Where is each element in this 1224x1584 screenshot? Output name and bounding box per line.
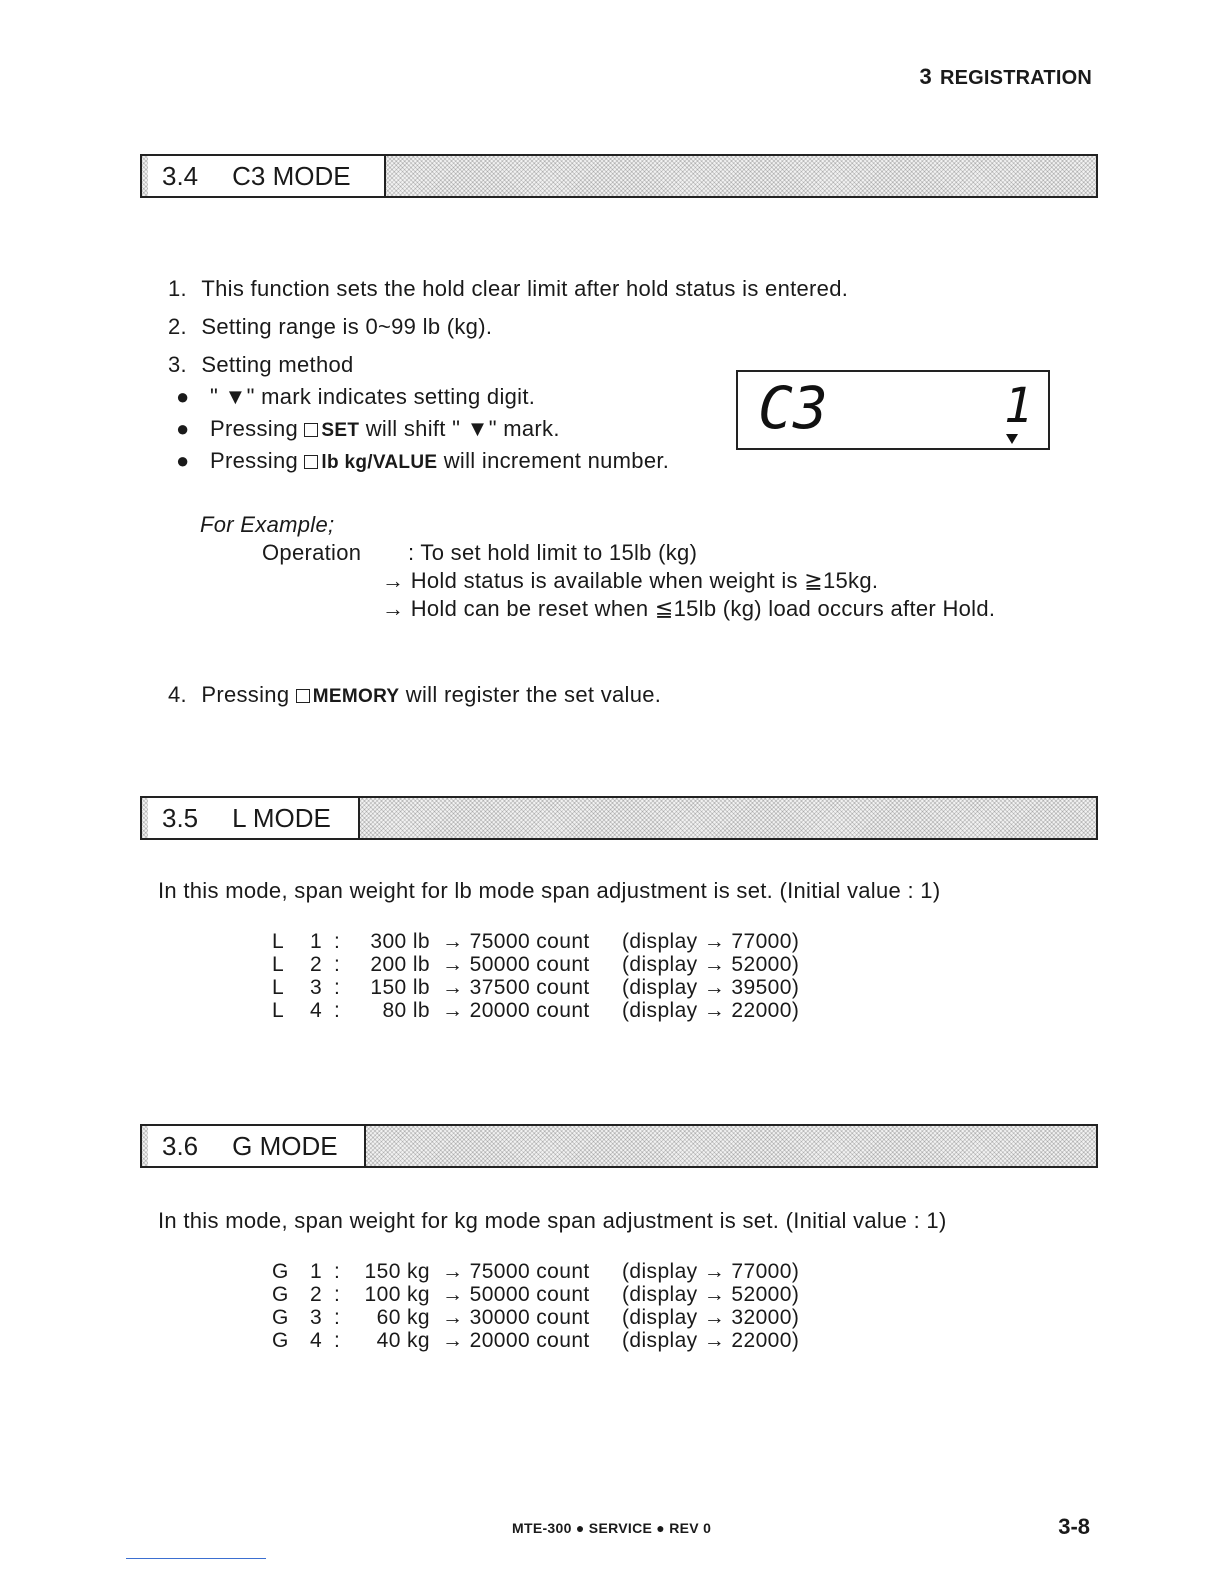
row-count: → 75000 count (442, 1260, 590, 1283)
bullet-item (176, 416, 560, 442)
row-code: G (272, 1329, 289, 1352)
row-weight: 100 kg (364, 1283, 430, 1306)
section-bar-g (140, 1124, 1098, 1168)
row-display: (display → 52000) (622, 953, 800, 976)
row-code: G (272, 1260, 289, 1283)
item-text: This function sets the hold clear limit after hold status is entered. (201, 276, 849, 301)
row-code: L (272, 999, 285, 1022)
row-count: → 75000 count (442, 930, 590, 953)
row-count: → 50000 count (442, 1283, 590, 1306)
row-colon: : (334, 930, 341, 953)
row-number: 3 (310, 1306, 323, 1329)
row-colon: : (334, 999, 341, 1022)
list-item (168, 314, 492, 340)
lcd-right-digit: 1 (1004, 378, 1033, 434)
list-item (168, 682, 661, 708)
row-weight: 150 kg (364, 1260, 430, 1283)
key-label: SET (321, 420, 360, 441)
row-count: → 30000 count (442, 1306, 590, 1329)
row-colon: : (334, 976, 341, 999)
row-code: L (272, 930, 285, 953)
row-weight: 80 lb (382, 999, 430, 1022)
row-count: → 37500 count (442, 976, 590, 999)
item-text: Setting method (201, 352, 354, 377)
row-weight: 150 lb (370, 976, 430, 999)
row-number: 4 (310, 1329, 323, 1352)
list-item (168, 276, 848, 302)
section-title: G MODE (232, 1130, 338, 1161)
item-number: 1. (168, 276, 187, 301)
digit-marker-icon (1006, 434, 1018, 444)
row-number: 3 (310, 976, 323, 999)
row-count: → 50000 count (442, 953, 590, 976)
row-weight: 60 kg (376, 1306, 430, 1329)
item-text: Pressing (201, 682, 296, 707)
bullet-text: will shift " ▼" mark. (359, 416, 560, 441)
row-display: (display → 22000) (622, 999, 800, 1022)
row-count: → 20000 count (442, 1329, 590, 1352)
bullet-icon: ● (176, 384, 190, 409)
bullet-icon: ● (176, 416, 190, 441)
row-colon: : (334, 953, 341, 976)
key-label: MEMORY (312, 686, 400, 707)
bullet-icon: ● (176, 448, 190, 473)
row-weight: 40 kg (376, 1329, 430, 1352)
row-display: (display → 32000) (622, 1306, 800, 1329)
item-text: Setting range is 0~99 lb (kg). (201, 314, 493, 339)
row-display: (display → 52000) (622, 1283, 800, 1306)
row-colon: : (334, 1329, 341, 1352)
section-bar-l (140, 796, 1098, 840)
chapter-number: 3 (919, 64, 932, 89)
key-box-icon (304, 455, 318, 469)
bullet-text: " ▼" mark indicates setting digit. (210, 384, 536, 409)
row-weight: 200 lb (370, 953, 430, 976)
key-box-icon (296, 689, 310, 703)
bullet-text: will increment number. (437, 448, 670, 473)
key-label: lb kg/VALUE (321, 452, 438, 473)
document-footer: MTE-300 ● SERVICE ● REV 0 (512, 1520, 712, 1536)
row-number: 4 (310, 999, 323, 1022)
row-display: (display → 77000) (622, 1260, 800, 1283)
item-number: 3. (168, 352, 187, 377)
chapter-title: REGISTRATION (939, 67, 1092, 89)
lcd-left-text: C3 (758, 374, 828, 442)
item-number: 2. (168, 314, 187, 339)
page-number: 3-8 (1058, 1514, 1090, 1539)
scan-artifact-line (126, 1558, 266, 1559)
l-mode-intro: In this mode, span weight for lb mode span adjustment is set. (Initial value : 1) (158, 878, 941, 903)
section-heading (148, 1126, 366, 1166)
lcd-display (736, 370, 1050, 450)
row-colon: : (334, 1260, 341, 1283)
list-item (168, 352, 354, 378)
example-arrow-line: → Hold can be reset when ≦15lb (kg) load occurs after Hold. (382, 596, 996, 621)
section-heading (148, 156, 386, 196)
row-colon: : (334, 1283, 341, 1306)
row-code: L (272, 953, 285, 976)
section-heading (148, 798, 360, 838)
row-code: L (272, 976, 285, 999)
section-number: 3.5 (162, 802, 199, 833)
row-number: 1 (310, 1260, 323, 1283)
bullet-item (176, 384, 535, 410)
section-number: 3.4 (162, 160, 199, 191)
item-text: will register the set value. (399, 682, 662, 707)
section-bar-c3 (140, 154, 1098, 198)
section-number: 3.6 (162, 1130, 199, 1161)
g-mode-intro: In this mode, span weight for kg mode span adjustment is set. (Initial value : 1) (158, 1208, 947, 1233)
row-code: G (272, 1283, 289, 1306)
row-display: (display → 22000) (622, 1329, 800, 1352)
item-number: 4. (168, 682, 187, 707)
operation-label: Operation (262, 540, 362, 565)
section-title: C3 MODE (232, 160, 351, 191)
bullet-text: Pressing (210, 416, 305, 441)
example-arrow-line: → Hold status is available when weight is ≧15kg. (382, 568, 879, 593)
example-label: For Example; (200, 512, 335, 537)
chapter-header (920, 64, 1092, 90)
section-title: L MODE (232, 802, 331, 833)
row-display: (display → 39500) (622, 976, 800, 999)
row-number: 2 (310, 1283, 323, 1306)
row-number: 1 (310, 930, 323, 953)
row-weight: 300 lb (370, 930, 430, 953)
bullet-item (176, 448, 669, 474)
row-code: G (272, 1306, 289, 1329)
row-display: (display → 77000) (622, 930, 800, 953)
lcd-segments (738, 372, 1048, 448)
bullet-text: Pressing (210, 448, 305, 473)
row-number: 2 (310, 953, 323, 976)
key-box-icon (304, 423, 318, 437)
row-colon: : (334, 1306, 341, 1329)
operation-text: : To set hold limit to 15lb (kg) (408, 540, 698, 565)
row-count: → 20000 count (442, 999, 590, 1022)
